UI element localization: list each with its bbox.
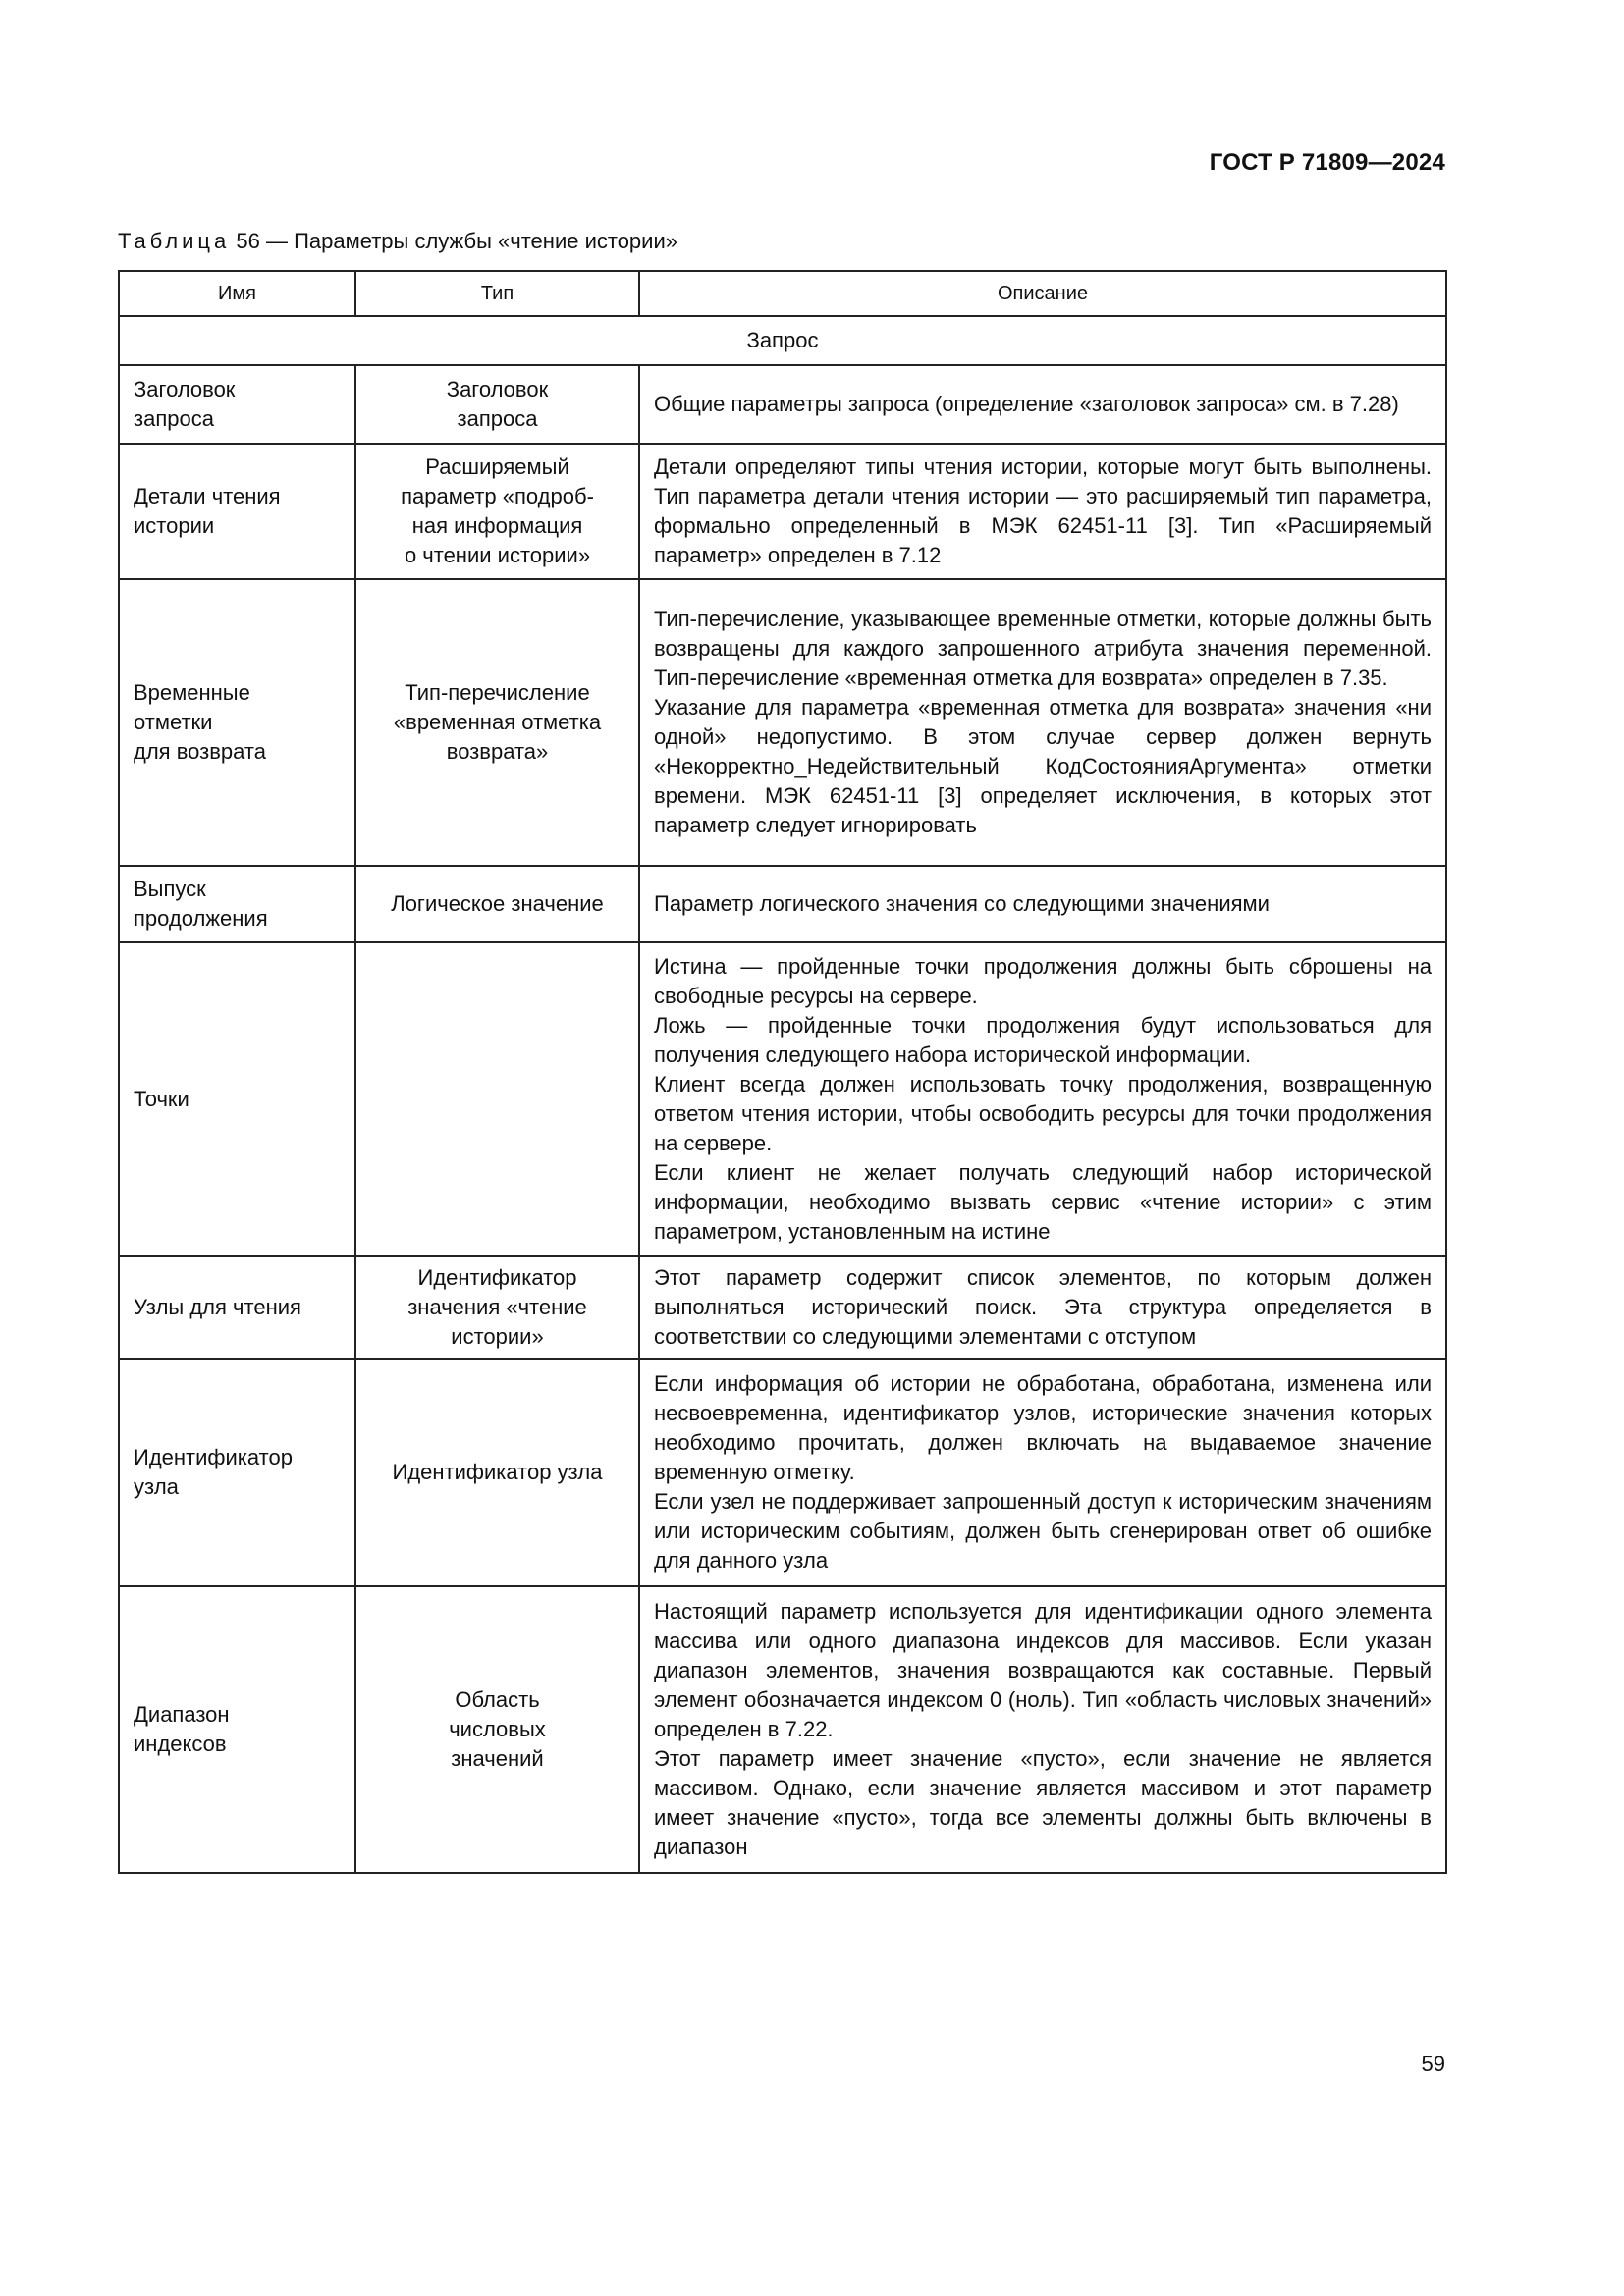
cell-name (119, 866, 355, 942)
cell-type (355, 866, 639, 942)
table-row (119, 579, 1446, 866)
cell-line: отметки (134, 710, 213, 734)
table-row (119, 1586, 1446, 1873)
table-row (119, 444, 1446, 579)
page-number: 59 (1421, 2052, 1445, 2076)
cell-line: Заголовок (134, 377, 236, 401)
table-caption (118, 229, 677, 254)
column-header-name: Имя (119, 271, 355, 316)
caption-title: 56 — Параметры службы «чтение истории» (230, 229, 677, 253)
description-paragraph: Детали определяют типы чтения истории, которые могут быть выполнены. Тип параметра детали чтения истории — это расширяемый тип параметра, формально определенный в МЭК 62451-11 [3]. Тип «Расширяемый параметр» определен в 7.12 (654, 454, 1432, 567)
cell-line: узла (134, 1474, 179, 1499)
cell-line: истории» (451, 1324, 544, 1349)
cell-description (639, 1359, 1446, 1586)
description-paragraph: Настоящий параметр используется для идентификации одного элемента массива или одного диапазона индексов для массивов. Если указан диапазон элементов, значения возвращаются как составные. Первый элемент обозначается индексом 0 (ноль). Тип «область числовых значений» определен в 7.22. (654, 1599, 1432, 1741)
cell-line: Диапазон (134, 1702, 230, 1727)
cell-line: Идентификатор (134, 1445, 293, 1469)
cell-description (639, 942, 1446, 1256)
cell-line: для возврата (134, 739, 266, 764)
description-paragraph: Истина — пройденные точки продолжения должны быть сброшены на свободные ресурсы на сервере. (654, 954, 1432, 1008)
cell-type (355, 365, 639, 444)
cell-line: Точки (134, 1087, 189, 1111)
table-row (119, 365, 1446, 444)
cell-name (119, 1586, 355, 1873)
cell-line: возврата» (446, 739, 549, 764)
table-row (119, 1359, 1446, 1586)
description-paragraph: Клиент всегда должен использовать точку продолжения, возвращенную ответом чтения истории, чтобы освободить ресурсы для точки продолжения на сервере. (654, 1072, 1432, 1155)
cell-type (355, 942, 639, 1256)
cell-line: Тип-перечисление (405, 680, 590, 705)
cell-description (639, 579, 1446, 866)
cell-line: Выпуск (134, 877, 206, 901)
description-paragraph: Тип-перечисление, указывающее временные отметки, которые должны быть возвращены для каждого запрошенного атрибута значения переменной. Тип-перечисление «временная отметка для возврата» определен в 7.35. (654, 607, 1432, 690)
cell-line: ная информация (411, 513, 583, 538)
cell-name (119, 942, 355, 1256)
cell-type (355, 1359, 639, 1586)
cell-line: запроса (134, 406, 214, 431)
cell-line: Детали чтения (134, 484, 281, 508)
cell-line: истории (134, 513, 215, 538)
section-row (119, 316, 1446, 365)
section-label: Запрос (119, 316, 1446, 365)
cell-description (639, 866, 1446, 942)
cell-type (355, 579, 639, 866)
cell-line: индексов (134, 1732, 227, 1756)
cell-type (355, 1586, 639, 1873)
cell-line: Узлы для чтения (134, 1295, 301, 1319)
cell-description (639, 365, 1446, 444)
description-paragraph: Общие параметры запроса (определение «заголовок запроса» см. в 7.28) (654, 392, 1399, 416)
description-paragraph: Параметр логического значения со следующими значениями (654, 891, 1270, 916)
parameters-table (118, 270, 1447, 1874)
description-paragraph: Если клиент не желает получать следующий набор исторической информации, необходимо вызвать сервис «чтение истории» с этим параметром, установленным на истине (654, 1160, 1432, 1244)
table-row (119, 1256, 1446, 1359)
cell-name (119, 579, 355, 866)
cell-line: значений (451, 1746, 544, 1771)
cell-name (119, 444, 355, 579)
cell-type (355, 444, 639, 579)
description-paragraph: Ложь — пройденные точки продолжения будут использоваться для получения следующего набора исторической информации. (654, 1013, 1432, 1067)
cell-line: Область (455, 1687, 540, 1712)
table-row (119, 942, 1446, 1256)
caption-word: Таблица (118, 229, 231, 253)
cell-line: Идентификатор узла (392, 1460, 603, 1484)
table-row (119, 866, 1446, 942)
cell-line: Временные (134, 680, 250, 705)
cell-type (355, 1256, 639, 1359)
cell-line: Логическое значение (391, 891, 604, 916)
cell-description (639, 444, 1446, 579)
cell-line: «временная отметка (393, 710, 602, 734)
description-paragraph: Если информация об истории не обработана, обработана, изменена или несвоевременна, идентификатор узлов, исторические значения которых необходимо прочитать, должен включать на выдаваемое значение временную отметку. (654, 1371, 1432, 1484)
column-header-type: Тип (355, 271, 639, 316)
cell-line: запроса (457, 406, 538, 431)
cell-name (119, 1359, 355, 1586)
description-paragraph: Если узел не поддерживает запрошенный доступ к историческим значениям или историческим событиям, должен быть сгенерирован ответ об ошибке для данного узла (654, 1489, 1432, 1573)
cell-name (119, 1256, 355, 1359)
cell-description (639, 1586, 1446, 1873)
cell-name (119, 365, 355, 444)
description-paragraph: Указание для параметра «временная отметка для возврата» значения «ни одной» недопустимо. В этом случае сервер должен вернуть «Некорректно_Недействительный КодСостоянияАргумента» отметки времени. МЭК 62451-11 [3] определяет исключения, в которых этот параметр следует игнорировать (654, 695, 1432, 837)
description-paragraph: Этот параметр содержит список элементов, по которым должен выполняться исторический поиск. Эта структура определяется в соответствии со следующими элементами с отступом (654, 1265, 1432, 1349)
document-id: ГОСТ Р 71809—2024 (1209, 149, 1445, 176)
description-paragraph: Этот параметр имеет значение «пусто», если значение не является массивом. Однако, если значение является массивом и этот параметр имеет значение «пусто», тогда все элементы должны быть включены в диапазон (654, 1746, 1432, 1859)
cell-line: о чтении истории» (404, 543, 591, 567)
cell-line: Расширяемый (425, 454, 569, 479)
cell-line: параметр «подроб- (401, 484, 594, 508)
cell-description (639, 1256, 1446, 1359)
header-row (119, 271, 1446, 316)
cell-line: продолжения (134, 906, 268, 931)
cell-line: Идентификатор (417, 1265, 577, 1290)
cell-line: числовых (449, 1717, 546, 1741)
cell-line: значения «чтение (407, 1295, 587, 1319)
column-header-description: Описание (639, 271, 1446, 316)
cell-line: Заголовок (446, 377, 549, 401)
